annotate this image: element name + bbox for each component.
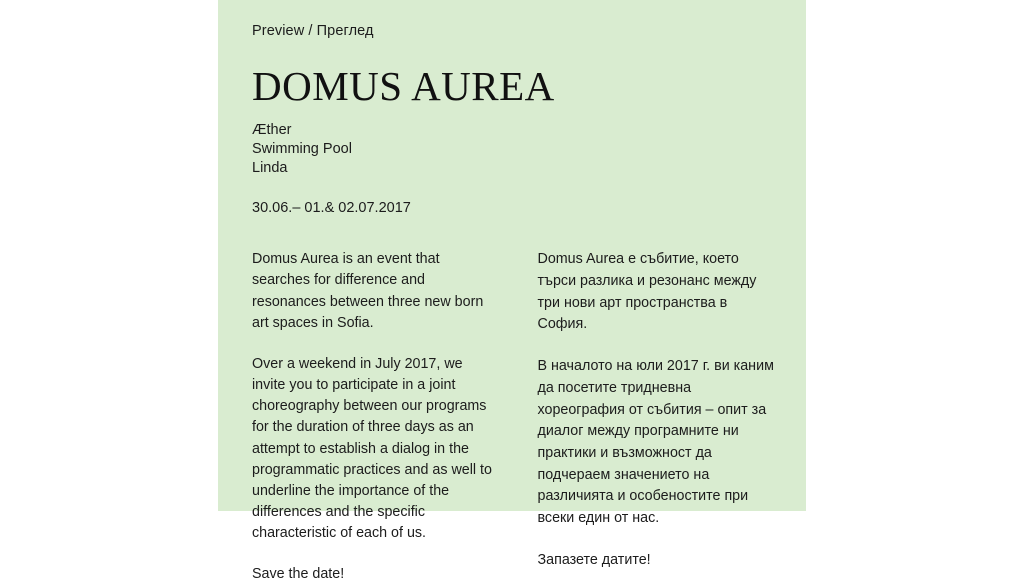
paragraph: Save the date! <box>252 566 345 583</box>
venue-item: Linda <box>252 160 288 177</box>
paragraph: Over a weekend in July 2017, we invite you to participate in a joint choreography between our programs for the duration of three days as an attempt to establish a dialog in the programmatic practices and as well to underline the importance of the differences and the specific characteristic of each of us. <box>252 355 492 542</box>
column-bulgarian <box>538 249 779 585</box>
venue-item: Swimming Pool <box>252 141 352 158</box>
text-columns <box>252 249 778 585</box>
venue-item: Æther <box>252 121 292 138</box>
paragraph: Domus Aurea is an event that searches for difference and resonances between three new born art spaces in Sofia. <box>252 251 484 331</box>
page-title: DOMUS AUREA <box>252 62 555 109</box>
paragraph: Запазете датите! <box>537 551 651 568</box>
venue-list <box>252 121 778 178</box>
preview-label: Preview / Преглед <box>252 23 374 39</box>
event-dates: 30.06.– 01.& 02.07.2017 <box>252 200 411 217</box>
paragraph: В началото на юли 2017 г. ви каним да посетите триднeвна хореография от събития – опит за диалог между програмните ни практики и възможност да подчераем значението на различията и особеностите при всеки един от нас. <box>537 358 774 527</box>
column-english <box>252 249 493 585</box>
preview-panel <box>218 0 806 583</box>
paragraph: Domus Aurea е събитие, което търси разлика и резонанс между три нови арт пространства в София. <box>537 251 757 333</box>
